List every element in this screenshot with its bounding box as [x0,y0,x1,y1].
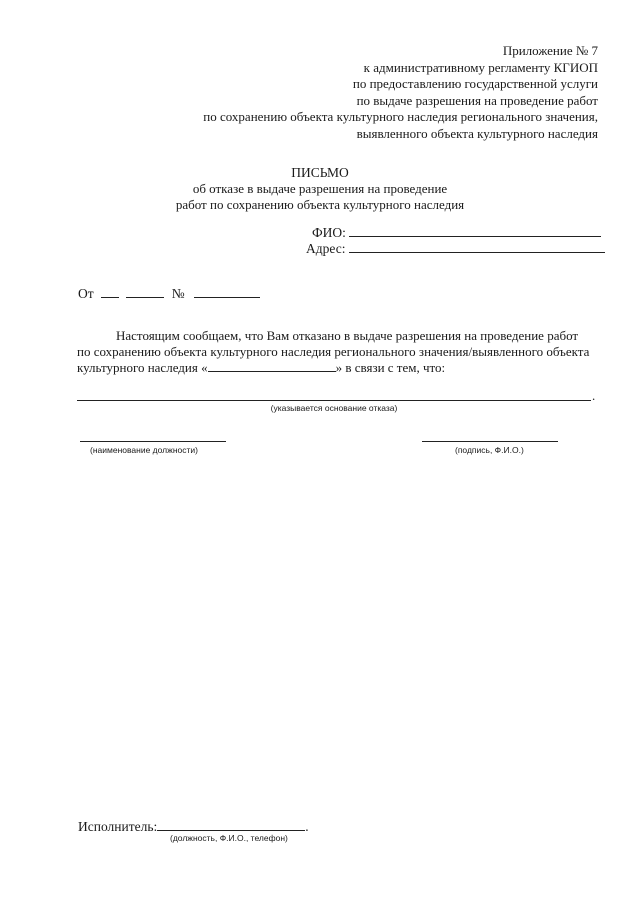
position-blank[interactable] [80,441,226,442]
appendix-line-1: Приложение № 7 [502,43,598,58]
address-blank[interactable] [349,240,605,253]
letter-subtitle-line-1: об отказе в выдаче разрешения на проведение [192,181,448,196]
reason-end-dot: . [592,388,596,403]
executor-caption: (должность, Ф.И.О., телефон) [170,833,288,843]
body-line-2: по сохранению объекта культурного наследия регионального значения/выявленного объекта [77,344,590,359]
heritage-object-blank[interactable] [208,360,336,372]
body-line-3-end: » в связи с тем, что: [335,360,446,375]
letter-subtitle-line-2: работ по сохранению объекта культурного наследия [175,196,465,212]
appendix-line-3: по предоставлению государственной услуги [352,76,598,91]
appendix-line-5: по сохранению объекта культурного наследия регионального значения, [203,109,598,124]
signature-blank[interactable] [422,441,558,442]
executor-end-dot: . [305,819,309,834]
address-field[interactable] [306,240,605,257]
body-line-1: Настоящим сообщаем, что Вам отказано в выдаче разрешения на проведение работ [116,328,579,343]
fio-label: ФИО: [312,225,346,240]
appendix-line-4: по выдаче разрешения на проведение работ [356,92,598,108]
body-line-3 [77,360,445,377]
fio-field[interactable] [312,224,601,241]
number-blank[interactable] [194,285,260,298]
letter-title: ПИСЬМО [291,165,349,180]
reason-blank[interactable] [77,400,591,401]
number-label: № [171,286,185,301]
fio-blank[interactable] [349,224,601,237]
position-caption: (наименование должности) [90,445,198,455]
appendix-header [203,43,598,142]
letter-subtitle [0,181,640,212]
appendix-line-2: к административному регламенту КГИОП [363,59,598,75]
from-label: От [78,286,94,301]
reason-caption: (указывается основание отказа) [270,403,398,413]
body-line-3-start: культурного наследия « [77,360,208,375]
executor-blank[interactable] [157,818,305,831]
appendix-line-6: выявленного объекта культурного наследия [356,125,598,141]
executor-label: Исполнитель: [78,819,158,834]
date-month-blank[interactable] [126,285,164,298]
date-day-blank[interactable] [101,285,119,298]
date-number-line [78,285,260,302]
signature-caption: (подпись, Ф.И.О.) [455,445,524,455]
address-label: Адрес: [306,241,346,256]
